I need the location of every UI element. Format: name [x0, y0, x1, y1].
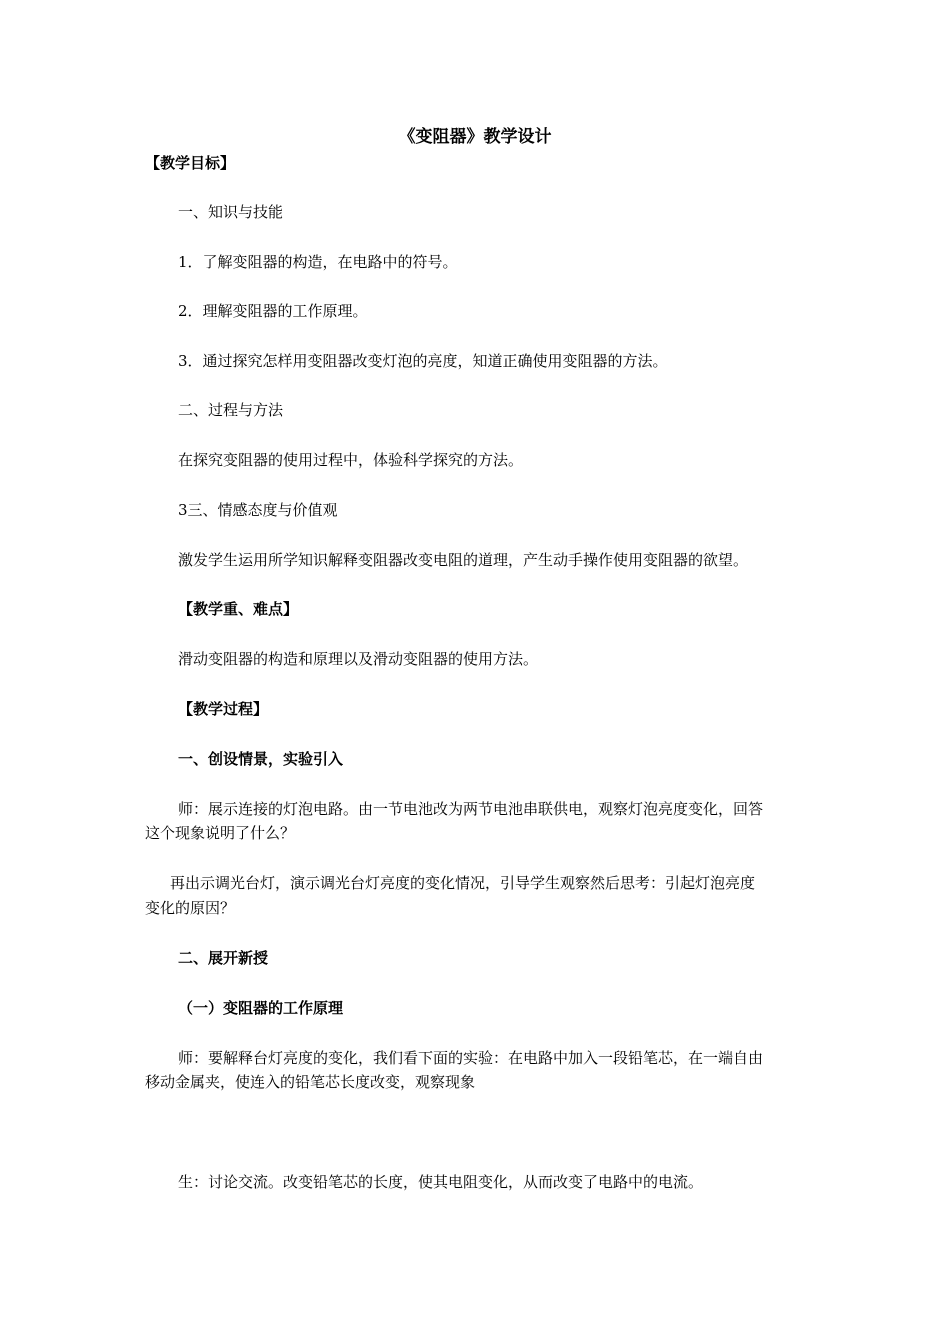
- paragraph: 生：讨论交流。改变铅笔芯的长度，使其电阻变化，从而改变了电路中的电流。: [178, 1173, 704, 1191]
- paragraph-line: 这个现象说明了什么？: [145, 824, 296, 842]
- section-process-methods: 二、过程与方法: [178, 401, 284, 419]
- paragraph-line: 师：要解释台灯亮度的变化，我们看下面的实验：在电路中加入一段铅笔芯，在一端自由: [178, 1049, 764, 1067]
- paragraph-line: 移动金属夹，使连入的铅笔芯长度改变，观察现象: [145, 1073, 476, 1091]
- section-knowledge-skills: 一、知识与技能: [178, 203, 284, 221]
- heading-key-points: 【教学重、难点】: [178, 600, 299, 618]
- section-heading: 一、创设情景，实验引入: [178, 750, 344, 768]
- paragraph: 3．通过探究怎样用变阻器改变灯泡的亮度，知道正确使用变阻器的方法。: [178, 352, 668, 370]
- paragraph: 在探究变阻器的使用过程中，体验科学探究的方法。: [178, 451, 524, 469]
- section-heading: 二、展开新授: [178, 949, 269, 967]
- paragraph-line: 再出示调光台灯，演示调光台灯亮度的变化情况，引导学生观察然后思考：引起灯泡亮度: [170, 874, 756, 892]
- heading-teaching-process: 【教学过程】: [178, 700, 269, 718]
- paragraph: 2．理解变阻器的工作原理。: [178, 302, 368, 320]
- section-attitudes-values: 3三、情感态度与价值观: [178, 501, 338, 519]
- heading-teaching-objectives: 【教学目标】: [145, 154, 236, 172]
- paragraph: 激发学生运用所学知识解释变阻器改变电阻的道理，产生动手操作使用变阻器的欲望。: [178, 551, 749, 569]
- subsection-heading: （一）变阻器的工作原理: [178, 999, 344, 1017]
- document-title: 《变阻器》教学设计: [398, 127, 552, 147]
- paragraph: 滑动变阻器的构造和原理以及滑动变阻器的使用方法。: [178, 650, 539, 668]
- paragraph-line: 师：展示连接的灯泡电路。由一节电池改为两节电池串联供电，观察灯泡亮度变化，回答: [178, 800, 764, 818]
- paragraph: 1．了解变阻器的构造，在电路中的符号。: [178, 253, 458, 271]
- paragraph-line: 变化的原因？: [145, 899, 236, 917]
